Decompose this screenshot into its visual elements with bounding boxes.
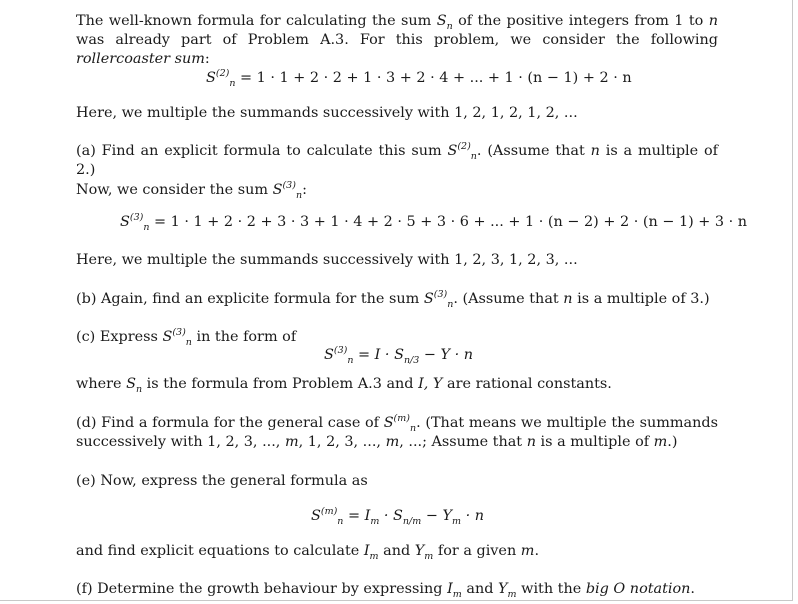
find-equations: and find explicit equations to calculate $I_m$ and $Y_m$ for a given m. (76, 543, 540, 562)
equation-s2: $S^{(2)}_n = 1 \cdot 1 + 2 \cdot 2 + 1 \cdot 3 + 2 \cdot 4$ + ... + 1 · (n − 1) + 2 · n (206, 68, 632, 89)
intro-text-1: The well-known formula for calculating the sum (76, 13, 432, 29)
part-e: (e) Now, express the general formula as (76, 473, 368, 489)
rollercoaster-term: rollercoaster sum (76, 51, 205, 67)
equation-s3-rhs: = 1 · 1 + 2 · 2 + 3 · 3 + 1 · 4 + 2 · 5 + 3 · 6 + ... + 1 · (n − 2) + 2 · (n − 1) + 3 · n (154, 214, 748, 230)
paragraph-multiply-3: Here, we multiple the summands successively with 1, 2, 3, 1, 2, 3, ... (76, 252, 578, 268)
equation-s2-rhs: = 1 · 1 + 2 · 2 + 1 · 3 + 2 · 4 + ... + 1 · (n − 1) + 2 · n (240, 70, 632, 86)
var-n: n (708, 13, 719, 29)
part-f: (f) Determine the growth behaviour by expressing $I_m$ and $Y_m$ with the big O notation. (76, 581, 695, 600)
sum-symbol: $S_n$ (436, 13, 453, 32)
intro-paragraph (76, 12, 718, 69)
equation-e: $S^{(m)}_n = I_m \cdot S_{n/m} - Y_m \cdot n$ (311, 506, 484, 527)
where-sentence: where $S_n$ is the formula from Problem A.3 and I, Y are rational constants. (76, 376, 612, 395)
part-a: (a) Find an explicit formula to calculate this sum $S^{(2)}_n$. (Assume that n is a multiple of 2.) (76, 141, 718, 178)
equation-c: $S^{(3)}_n = I \cdot S_{n/3} - Y \cdot n$ (324, 345, 474, 366)
intro-text-3: was already part of Problem A.3. For this problem, we consider the following (76, 32, 718, 48)
part-d: (d) Find a formula for the general case of $S^{(m)}_n$. (That means we multiple the summands successively with 1, 2, 3, ..., m, 1, 2, 3, ..., m, ...; Assume that n is a multiple of m.) (76, 413, 718, 450)
part-b: (b) Again, find an explicite formula for the sum $S^{(3)}_n$. (Assume that n is a multiple of 3.) (76, 289, 710, 310)
now-consider-s3: Now, we consider the sum $S^{(3)}_n$: (76, 180, 307, 201)
paragraph-multiply-2: Here, we multiple the summands successively with 1, 2, 1, 2, 1, 2, ... (76, 105, 578, 121)
colon: : (204, 51, 210, 67)
intro-text-2: of the positive integers from 1 to (458, 13, 704, 29)
part-c: (c) Express $S^{(3)}_n$ in the form of (76, 327, 297, 348)
equation-s3: $S^{(3)}_n = 1 \cdot 1 + 2 \cdot 2 + 3 \cdot 3 + 1 \cdot 4 + 2 \cdot 5 + 3 \cdot 6$ + ... + 1 · (n − 2) + 2 · (n − 1) + 3 · n (120, 212, 748, 233)
